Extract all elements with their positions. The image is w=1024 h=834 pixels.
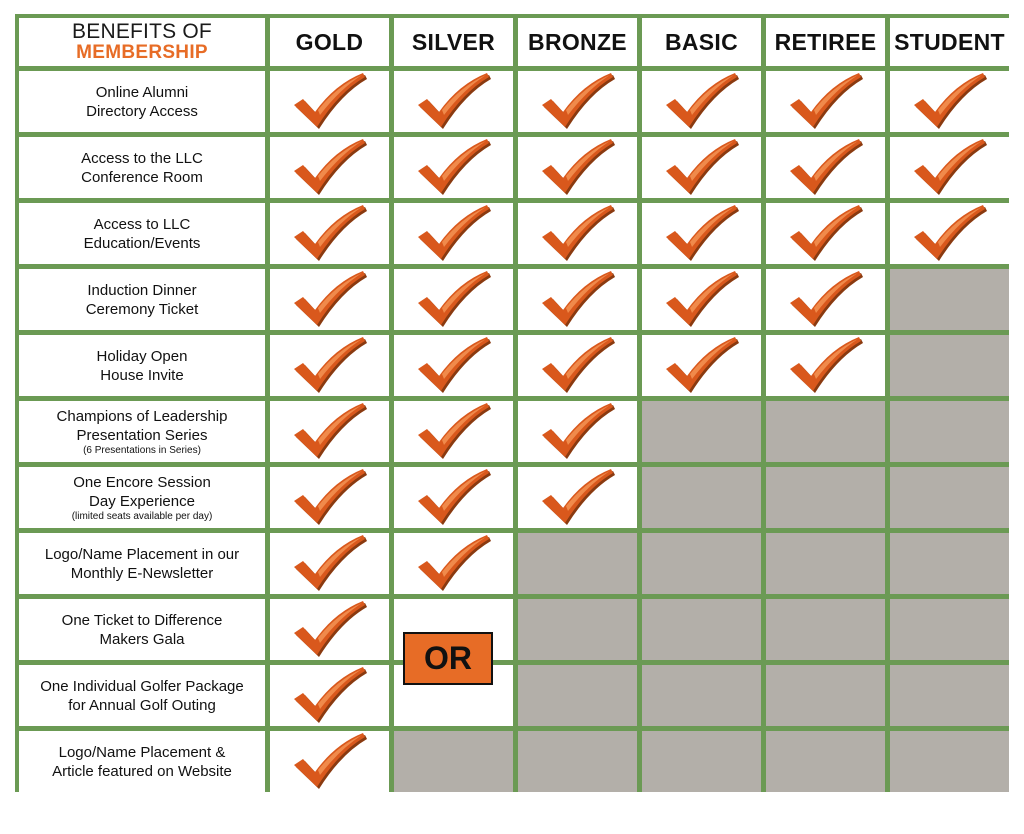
tier-header-gold: GOLD <box>270 18 389 66</box>
checkmark-icon <box>540 402 616 462</box>
checkmark-icon <box>788 270 864 330</box>
checkmark-icon <box>292 336 368 396</box>
benefit-cell-silver-included <box>394 335 513 396</box>
benefit-cell-bronze-included <box>518 467 637 528</box>
tier-header-retiree: RETIREE <box>766 18 885 66</box>
or-badge: OR <box>403 632 493 685</box>
checkmark-icon <box>664 72 740 132</box>
benefit-cell-basic-included <box>642 269 761 330</box>
checkmark-icon <box>416 204 492 264</box>
benefit-cell-basic-unavailable <box>642 599 761 660</box>
benefit-text: Online Alumni <box>95 83 189 101</box>
checkmark-icon <box>416 402 492 462</box>
checkmark-icon <box>788 336 864 396</box>
checkmark-icon <box>540 72 616 132</box>
benefit-cell-bronze-included <box>518 401 637 462</box>
benefit-label-7 <box>19 467 265 528</box>
benefit-text: Presentation Series <box>76 427 208 444</box>
checkmark-icon <box>292 468 368 528</box>
benefit-cell-bronze-unavailable <box>518 533 637 594</box>
benefit-text: One Ticket to Difference <box>61 611 223 629</box>
checkmark-icon <box>416 72 492 132</box>
benefit-cell-retiree-unavailable <box>766 467 885 528</box>
checkmark-icon <box>912 72 988 132</box>
benefit-cell-gold-included <box>270 137 389 198</box>
checkmark-icon <box>292 600 368 660</box>
benefit-cell-basic-included <box>642 137 761 198</box>
benefit-text: Holiday Open <box>96 347 188 365</box>
benefit-cell-gold-included <box>270 335 389 396</box>
benefit-text: Makers Gala <box>99 630 185 648</box>
benefit-cell-retiree-unavailable <box>766 401 885 462</box>
benefit-label-5 <box>19 335 265 396</box>
benefit-cell-gold-included <box>270 731 389 792</box>
checkmark-icon <box>292 732 368 792</box>
benefit-cell-gold-included <box>270 203 389 264</box>
benefit-cell-bronze-included <box>518 269 637 330</box>
benefit-label-4 <box>19 269 265 330</box>
benefit-text: Monthly E-Newsletter <box>70 564 214 582</box>
benefit-cell-bronze-included <box>518 203 637 264</box>
benefit-cell-basic-unavailable <box>642 533 761 594</box>
table-title-line1: BENEFITS OF <box>72 20 212 43</box>
benefit-text: Access to LLC <box>93 215 191 233</box>
benefit-cell-retiree-unavailable <box>766 533 885 594</box>
benefit-label-6 <box>19 401 265 462</box>
benefit-text: Induction Dinner <box>87 281 197 299</box>
checkmark-icon <box>912 204 988 264</box>
benefit-cell-gold-included <box>270 269 389 330</box>
checkmark-icon <box>292 138 368 198</box>
benefit-cell-student-unavailable <box>890 533 1009 594</box>
checkmark-icon <box>540 270 616 330</box>
benefit-cell-student-unavailable <box>890 269 1009 330</box>
benefit-note: (6 Presentations in Series) <box>83 445 201 456</box>
benefit-cell-retiree-included <box>766 269 885 330</box>
checkmark-icon <box>540 138 616 198</box>
benefit-label-9 <box>19 599 265 660</box>
benefit-text: Logo/Name Placement & <box>58 743 226 761</box>
benefit-text: Conference Room <box>81 168 203 186</box>
benefit-text: Day Experience <box>89 493 195 510</box>
benefit-cell-bronze-included <box>518 137 637 198</box>
benefit-cell-retiree-unavailable <box>766 731 885 792</box>
benefit-cell-student-unavailable <box>890 335 1009 396</box>
benefit-cell-basic-included <box>642 71 761 132</box>
benefit-label-3 <box>19 203 265 264</box>
checkmark-icon <box>664 336 740 396</box>
checkmark-icon <box>292 270 368 330</box>
checkmark-icon <box>912 138 988 198</box>
benefit-cell-student-included <box>890 203 1009 264</box>
benefit-cell-silver-included <box>394 137 513 198</box>
benefit-cell-basic-unavailable <box>642 401 761 462</box>
benefit-cell-gold-included <box>270 401 389 462</box>
benefit-text: for Annual Golf Outing <box>68 696 216 714</box>
benefit-cell-basic-unavailable <box>642 467 761 528</box>
benefit-cell-silver-included <box>394 533 513 594</box>
benefit-cell-basic-included <box>642 203 761 264</box>
benefit-cell-bronze-unavailable <box>518 599 637 660</box>
benefit-text: House Invite <box>100 366 184 384</box>
checkmark-icon <box>664 204 740 264</box>
checkmark-icon <box>540 204 616 264</box>
benefit-cell-student-unavailable <box>890 401 1009 462</box>
benefit-text: Access to the LLC <box>81 149 203 167</box>
benefit-text: One Individual Golfer Package <box>40 677 244 695</box>
checkmark-icon <box>416 534 492 594</box>
membership-benefits-table <box>15 14 1009 792</box>
benefit-cell-student-unavailable <box>890 599 1009 660</box>
benefit-cell-bronze-unavailable <box>518 665 637 726</box>
checkmark-icon <box>416 336 492 396</box>
benefit-cell-student-included <box>890 137 1009 198</box>
table-title-line2: MEMBERSHIP <box>76 42 208 63</box>
benefit-cell-gold-included <box>270 665 389 726</box>
benefit-note: (limited seats available per day) <box>71 511 213 522</box>
checkmark-icon <box>292 204 368 264</box>
benefit-cell-student-unavailable <box>890 731 1009 792</box>
checkmark-icon <box>292 666 368 726</box>
benefit-label-8 <box>19 533 265 594</box>
benefit-text: One Encore Session <box>73 474 211 491</box>
benefit-cell-student-unavailable <box>890 665 1009 726</box>
benefit-cell-retiree-included <box>766 203 885 264</box>
benefit-cell-retiree-unavailable <box>766 599 885 660</box>
tier-header-silver: SILVER <box>394 18 513 66</box>
benefit-cell-retiree-unavailable <box>766 665 885 726</box>
checkmark-icon <box>292 534 368 594</box>
checkmark-icon <box>292 402 368 462</box>
checkmark-icon <box>416 270 492 330</box>
benefit-label-10 <box>19 665 265 726</box>
benefit-cell-bronze-included <box>518 71 637 132</box>
checkmark-icon <box>540 468 616 528</box>
benefit-cell-gold-included <box>270 467 389 528</box>
benefit-text: Champions of Leadership <box>56 408 228 425</box>
benefit-text: Education/Events <box>83 234 201 252</box>
checkmark-icon <box>788 72 864 132</box>
benefit-cell-basic-unavailable <box>642 731 761 792</box>
checkmark-icon <box>664 270 740 330</box>
benefit-text: Logo/Name Placement in our <box>44 545 240 563</box>
checkmark-icon <box>788 204 864 264</box>
benefit-cell-retiree-included <box>766 71 885 132</box>
benefit-cell-basic-unavailable <box>642 665 761 726</box>
benefit-cell-bronze-unavailable <box>518 731 637 792</box>
table-title <box>19 18 265 66</box>
benefit-cell-silver-included <box>394 203 513 264</box>
tier-header-basic: BASIC <box>642 18 761 66</box>
benefit-cell-gold-included <box>270 533 389 594</box>
checkmark-icon <box>416 138 492 198</box>
benefit-cell-student-unavailable <box>890 467 1009 528</box>
benefit-cell-silver-included <box>394 71 513 132</box>
benefit-cell-retiree-included <box>766 335 885 396</box>
benefit-cell-gold-included <box>270 71 389 132</box>
checkmark-icon <box>416 468 492 528</box>
benefit-label-11 <box>19 731 265 792</box>
checkmark-icon <box>540 336 616 396</box>
benefit-text: Article featured on Website <box>52 762 232 780</box>
benefit-cell-student-included <box>890 71 1009 132</box>
benefit-cell-silver-included <box>394 467 513 528</box>
tier-header-bronze: BRONZE <box>518 18 637 66</box>
benefit-text: Directory Access <box>86 102 198 120</box>
checkmark-icon <box>788 138 864 198</box>
benefit-cell-silver-included <box>394 401 513 462</box>
benefit-cell-silver-included <box>394 269 513 330</box>
benefit-cell-silver-unavailable <box>394 731 513 792</box>
benefit-cell-bronze-included <box>518 335 637 396</box>
checkmark-icon <box>664 138 740 198</box>
checkmark-icon <box>292 72 368 132</box>
tier-header-student: STUDENT <box>890 18 1009 66</box>
benefit-text: Ceremony Ticket <box>85 300 199 318</box>
benefit-cell-retiree-included <box>766 137 885 198</box>
benefit-label-2 <box>19 137 265 198</box>
benefit-cell-gold-included <box>270 599 389 660</box>
benefit-cell-basic-included <box>642 335 761 396</box>
benefit-label-1 <box>19 71 265 132</box>
